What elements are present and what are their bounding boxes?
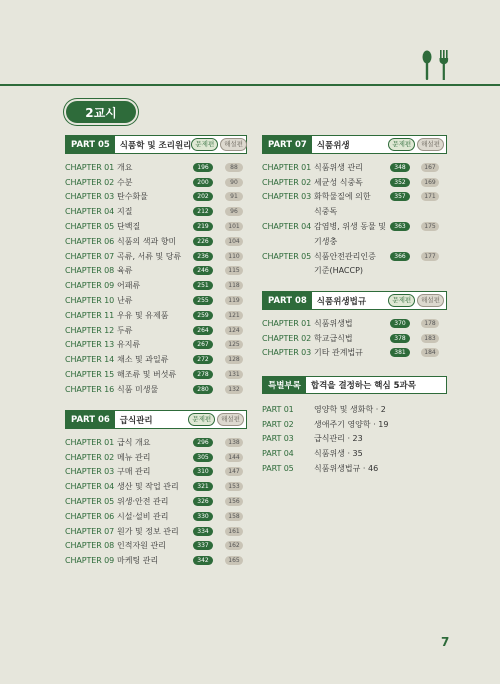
- chapter-row[interactable]: [65, 553, 247, 568]
- chapter-title: 난류: [117, 296, 133, 306]
- answer-page-badge: 165: [225, 556, 243, 565]
- chapter-title: 육류: [117, 266, 133, 276]
- appendix-title: 식품위생 · 35: [314, 449, 363, 459]
- chapter-row[interactable]: [65, 509, 247, 524]
- chapter-title: 식품 미생물: [117, 384, 159, 394]
- chapter-number: CHAPTER 01: [262, 318, 312, 328]
- chapter-row[interactable]: [65, 450, 247, 465]
- answer-page-badge: 128: [225, 355, 243, 364]
- answer-page-badge: 132: [225, 385, 243, 394]
- chapter-number: CHAPTER 12: [65, 325, 115, 335]
- answer-page-badge: 138: [225, 438, 243, 447]
- chapter-row[interactable]: [262, 316, 447, 331]
- fork-spoon-icon: [418, 50, 456, 80]
- problem-page-badge: 357: [390, 192, 410, 201]
- chapter-title: 개요: [117, 162, 133, 172]
- answer-page-badge: 115: [225, 266, 243, 275]
- problem-page-badge: 255: [193, 296, 213, 305]
- part-05-section: [65, 135, 247, 397]
- chapter-title: 화학물질에 의한: [314, 192, 371, 202]
- special-title: 합격을 결정하는 핵심 5과목: [310, 381, 416, 391]
- chapter-row[interactable]: [65, 278, 247, 293]
- problem-page-badge: 363: [390, 222, 410, 231]
- answer-page-badge: 161: [225, 527, 243, 536]
- chapter-number: CHAPTER 08: [65, 266, 115, 276]
- chapter-row[interactable]: [262, 160, 447, 175]
- problem-page-badge: 259: [193, 311, 213, 320]
- chapter-number: CHAPTER 09: [65, 556, 115, 566]
- special-appendix-list: [262, 402, 447, 476]
- answer-page-badge: 162: [225, 541, 243, 550]
- part-06-header: [65, 410, 247, 429]
- chapter-title: 곡류, 서류 및 당류: [117, 251, 182, 261]
- chapter-title: 지질: [117, 207, 133, 217]
- chapter-number: CHAPTER 04: [65, 207, 115, 217]
- chapter-number: CHAPTER 03: [262, 192, 312, 202]
- problem-page-badge: 219: [193, 222, 213, 231]
- answer-page-badge: 153: [225, 482, 243, 491]
- chapter-number: CHAPTER 13: [65, 340, 115, 350]
- chapter-title: 인적자원 관리: [117, 541, 166, 551]
- problem-page-badge: 251: [193, 281, 213, 290]
- answer-tag: 해설편: [217, 413, 244, 426]
- chapter-title: 해조류 및 버섯류: [117, 370, 177, 380]
- answer-page-badge: 110: [225, 252, 243, 261]
- appendix-part: PART 04: [262, 449, 294, 459]
- problem-page-badge: 246: [193, 266, 213, 275]
- chapter-title: 학교급식법: [314, 333, 353, 343]
- answer-page-badge: 91: [225, 192, 243, 201]
- chapter-number: CHAPTER 02: [65, 452, 115, 462]
- problem-page-badge: 296: [193, 438, 213, 447]
- answer-page-badge: 171: [421, 192, 439, 201]
- part-08-label: PART 08: [263, 292, 312, 309]
- chapter-row[interactable]: [65, 204, 247, 219]
- chapter-row[interactable]: [262, 346, 447, 361]
- chapter-number: CHAPTER 02: [65, 177, 115, 187]
- chapter-number: CHAPTER 02: [262, 177, 312, 187]
- answer-page-badge: 144: [225, 453, 243, 462]
- chapter-row[interactable]: [65, 352, 247, 367]
- chapter-number: CHAPTER 04: [65, 482, 115, 492]
- problem-page-badge: 226: [193, 237, 213, 246]
- part-08-section: [262, 291, 447, 360]
- chapter-row[interactable]: [65, 338, 247, 353]
- problem-page-badge: 321: [193, 482, 213, 491]
- part-05-label: PART 05: [66, 136, 115, 153]
- part-07-chapter-list: [262, 160, 447, 278]
- part-06-title: 급식관리: [119, 415, 153, 426]
- problem-page-badge: 381: [390, 348, 410, 357]
- chapter-number: CHAPTER 03: [262, 348, 312, 358]
- answer-page-badge: 119: [225, 296, 243, 305]
- appendix-title: 급식관리 · 23: [314, 434, 363, 444]
- chapter-title: 탄수화물: [117, 192, 148, 202]
- chapter-row[interactable]: [65, 465, 247, 480]
- chapter-number: CHAPTER 06: [65, 236, 115, 246]
- answer-page-badge: 158: [225, 512, 243, 521]
- appendix-title: 식품위생법규 · 46: [314, 464, 379, 474]
- part-06-chapter-list: [65, 435, 247, 568]
- answer-page-badge: 177: [421, 252, 439, 261]
- part-05-header: [65, 135, 247, 154]
- chapter-number: CHAPTER 05: [65, 497, 115, 507]
- answer-page-badge: 184: [421, 348, 439, 357]
- chapter-row[interactable]: [65, 323, 247, 338]
- chapter-title: 감염병, 위생 동물 및: [314, 222, 386, 232]
- chapter-row-continued: [262, 234, 447, 249]
- problem-tag: 문제편: [191, 138, 218, 151]
- chapter-title: 식품의 색과 향미: [117, 236, 177, 246]
- problem-page-badge: 200: [193, 178, 213, 187]
- appendix-row[interactable]: [262, 461, 447, 476]
- problem-page-badge: 330: [193, 512, 213, 521]
- special-appendix-header: [262, 376, 447, 394]
- answer-page-badge: 88: [225, 163, 243, 172]
- problem-page-badge: 305: [193, 453, 213, 462]
- chapter-title-line2: 기준(HACCP): [314, 266, 364, 276]
- part-07-label: PART 07: [263, 136, 312, 153]
- problem-page-badge: 337: [193, 541, 213, 550]
- chapter-number: CHAPTER 03: [65, 467, 115, 477]
- chapter-row[interactable]: [65, 234, 247, 249]
- chapter-number: CHAPTER 09: [65, 281, 115, 291]
- part-08-chapter-list: [262, 316, 447, 360]
- answer-page-badge: 124: [225, 326, 243, 335]
- chapter-row[interactable]: [65, 367, 247, 382]
- chapter-title: 두류: [117, 325, 133, 335]
- chapter-title-line2: 기생충: [314, 236, 338, 246]
- chapter-title-line2: 식중독: [314, 207, 338, 217]
- appendix-row[interactable]: [262, 417, 447, 432]
- appendix-row[interactable]: [262, 446, 447, 461]
- chapter-title: 생산 및 작업 관리: [117, 482, 179, 492]
- chapter-title: 위생·안전 관리: [117, 497, 169, 507]
- answer-page-badge: 169: [421, 178, 439, 187]
- problem-page-badge: 280: [193, 385, 213, 394]
- chapter-row[interactable]: [262, 219, 447, 234]
- problem-page-badge: 378: [390, 334, 410, 343]
- chapter-number: CHAPTER 05: [262, 251, 312, 261]
- appendix-title: 생애주기 영양학 · 19: [314, 419, 389, 429]
- answer-page-badge: 90: [225, 178, 243, 187]
- part-06-section: [65, 410, 247, 568]
- problem-tag: 문제편: [388, 294, 415, 307]
- problem-page-badge: 272: [193, 355, 213, 364]
- chapter-title: 식품위생법: [314, 318, 353, 328]
- answer-page-badge: 183: [421, 334, 439, 343]
- answer-tag: 해설편: [417, 294, 444, 307]
- part-07-section: [262, 135, 447, 278]
- chapter-title: 단백질: [117, 222, 141, 232]
- part-08-title: 식품위생법규: [316, 296, 367, 307]
- chapter-row[interactable]: [65, 249, 247, 264]
- problem-page-badge: 334: [193, 527, 213, 536]
- problem-page-badge: 267: [193, 340, 213, 349]
- chapter-row[interactable]: [65, 382, 247, 397]
- appendix-row[interactable]: [262, 432, 447, 447]
- part-07-title: 식품위생: [316, 140, 350, 151]
- chapter-row[interactable]: [65, 219, 247, 234]
- chapter-number: CHAPTER 06: [65, 511, 115, 521]
- chapter-title: 급식 개요: [117, 437, 151, 447]
- problem-page-badge: 348: [390, 163, 410, 172]
- chapter-row[interactable]: [262, 331, 447, 346]
- part-05-chapter-list: [65, 160, 247, 397]
- chapter-title: 기타 관계법규: [314, 348, 363, 358]
- chapter-row[interactable]: [65, 494, 247, 509]
- answer-tag: 해설편: [220, 138, 247, 151]
- chapter-row[interactable]: [262, 249, 447, 264]
- chapter-row[interactable]: [65, 293, 247, 308]
- part-08-header: [262, 291, 447, 310]
- problem-page-badge: 370: [390, 319, 410, 328]
- answer-page-badge: 167: [421, 163, 439, 172]
- chapter-row[interactable]: [262, 190, 447, 205]
- chapter-title: 시설·설비 관리: [117, 511, 169, 521]
- appendix-part: PART 01: [262, 404, 294, 414]
- answer-page-badge: 125: [225, 340, 243, 349]
- answer-page-badge: 131: [225, 370, 243, 379]
- problem-page-badge: 352: [390, 178, 410, 187]
- problem-page-badge: 342: [193, 556, 213, 565]
- chapter-row[interactable]: [65, 539, 247, 554]
- chapter-number: CHAPTER 08: [65, 541, 115, 551]
- chapter-row-continued: [262, 264, 447, 279]
- chapter-number: CHAPTER 11: [65, 310, 115, 320]
- chapter-title: 어패류: [117, 281, 141, 291]
- problem-page-badge: 264: [193, 326, 213, 335]
- chapter-row-continued: [262, 204, 447, 219]
- chapter-number: CHAPTER 03: [65, 192, 115, 202]
- problem-tag: 문제편: [388, 138, 415, 151]
- header-rule: [0, 84, 500, 86]
- problem-page-badge: 326: [193, 497, 213, 506]
- chapter-title: 원가 및 정보 관리: [117, 526, 179, 536]
- problem-page-badge: 212: [193, 207, 213, 216]
- problem-tag: 문제편: [188, 413, 215, 426]
- chapter-number: CHAPTER 04: [262, 222, 312, 232]
- chapter-title: 마케팅 관리: [117, 556, 159, 566]
- answer-page-badge: 147: [225, 467, 243, 476]
- chapter-row[interactable]: [65, 264, 247, 279]
- chapter-title: 세균성 식중독: [314, 177, 363, 187]
- chapter-number: CHAPTER 01: [65, 437, 115, 447]
- problem-page-badge: 236: [193, 252, 213, 261]
- chapter-row[interactable]: [65, 435, 247, 450]
- answer-page-badge: 178: [421, 319, 439, 328]
- problem-page-badge: 202: [193, 192, 213, 201]
- answer-page-badge: 118: [225, 281, 243, 290]
- problem-page-badge: 196: [193, 163, 213, 172]
- chapter-title: 식품위생 관리: [314, 162, 363, 172]
- answer-tag: 해설편: [417, 138, 444, 151]
- chapter-title: 채소 및 과일류: [117, 355, 169, 365]
- chapter-number: CHAPTER 02: [262, 333, 312, 343]
- chapter-row[interactable]: [65, 160, 247, 175]
- problem-page-badge: 310: [193, 467, 213, 476]
- appendix-part: PART 03: [262, 434, 294, 444]
- part-06-label: PART 06: [66, 411, 115, 428]
- answer-page-badge: 96: [225, 207, 243, 216]
- chapter-row[interactable]: [65, 308, 247, 323]
- answer-page-badge: 104: [225, 237, 243, 246]
- chapter-number: CHAPTER 01: [65, 162, 115, 172]
- chapter-title: 우유 및 유제품: [117, 310, 169, 320]
- chapter-row[interactable]: [65, 190, 247, 205]
- appendix-part: PART 02: [262, 419, 294, 429]
- chapter-row[interactable]: [65, 524, 247, 539]
- chapter-title: 식품안전관리인증: [314, 251, 376, 261]
- chapter-row[interactable]: [262, 175, 447, 190]
- chapter-title: 구매 관리: [117, 467, 151, 477]
- appendix-row[interactable]: [262, 402, 447, 417]
- chapter-number: CHAPTER 05: [65, 222, 115, 232]
- part-07-header: [262, 135, 447, 154]
- chapter-number: CHAPTER 01: [262, 162, 312, 172]
- special-label: 특별부록: [263, 377, 306, 393]
- chapter-row[interactable]: [65, 175, 247, 190]
- chapter-title: 유지류: [117, 340, 141, 350]
- chapter-row[interactable]: [65, 479, 247, 494]
- appendix-part: PART 05: [262, 464, 294, 474]
- page-number: 7: [441, 635, 450, 649]
- chapter-number: CHAPTER 14: [65, 355, 115, 365]
- problem-page-badge: 366: [390, 252, 410, 261]
- chapter-title: 메뉴 관리: [117, 452, 151, 462]
- chapter-number: CHAPTER 15: [65, 370, 115, 380]
- chapter-number: CHAPTER 07: [65, 526, 115, 536]
- appendix-title: 영양학 및 생화학 · 2: [314, 404, 386, 414]
- answer-page-badge: 156: [225, 497, 243, 506]
- chapter-title: 수분: [117, 177, 133, 187]
- part-05-title: 식품학 및 조리원리: [119, 140, 192, 151]
- problem-page-badge: 278: [193, 370, 213, 379]
- chapter-number: CHAPTER 10: [65, 296, 115, 306]
- answer-page-badge: 101: [225, 222, 243, 231]
- answer-page-badge: 175: [421, 222, 439, 231]
- answer-page-badge: 121: [225, 311, 243, 320]
- chapter-number: CHAPTER 16: [65, 384, 115, 394]
- session-badge: 2교시: [66, 101, 136, 123]
- chapter-number: CHAPTER 07: [65, 251, 115, 261]
